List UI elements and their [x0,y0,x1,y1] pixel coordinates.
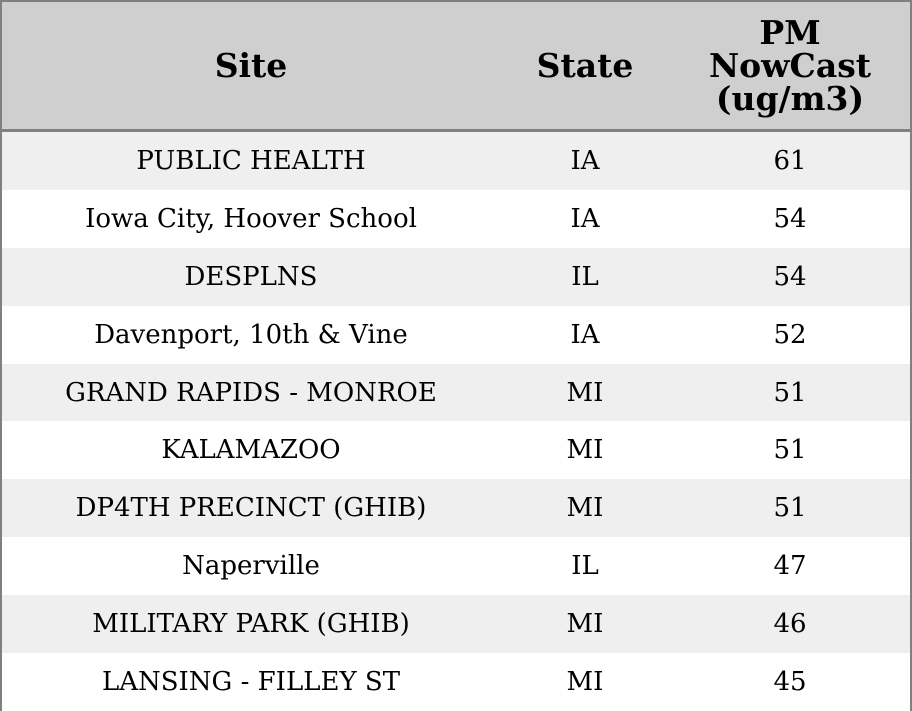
cell-state: MI [566,435,604,466]
cell-pm-nowcast: 51 [773,435,807,466]
cell-state: MI [566,609,604,640]
table-row [2,132,910,190]
cell-pm-nowcast: 54 [773,261,807,292]
cell-state: IL [571,261,599,292]
table-body [2,132,910,711]
table-row [2,248,910,306]
cell-state: MI [566,493,604,524]
table-row [2,190,910,248]
table-row [2,595,910,653]
cell-pm-nowcast: 47 [773,551,807,582]
column-header-pm-nowcast [670,2,910,129]
column-header-pm-line-1: PM [759,13,821,52]
cell-state: IA [570,203,600,234]
cell-pm-nowcast: 54 [773,203,807,234]
column-header-site [2,2,500,129]
column-header-pm-line-2: NowCast [708,46,872,85]
cell-site: Iowa City, Hoover School [85,203,417,234]
cell-pm-nowcast: 51 [773,493,807,524]
cell-state: IA [570,145,600,176]
table-row [2,537,910,595]
column-header-site-line: Site [214,46,288,85]
cell-pm-nowcast: 61 [773,145,807,176]
table-row [2,421,910,479]
cell-state: MI [566,666,604,697]
cell-site: MILITARY PARK (GHIB) [92,609,410,640]
cell-pm-nowcast: 46 [773,609,807,640]
column-header-pm-lines [708,13,872,118]
cell-site: DESPLNS [184,261,318,292]
cell-site: DP4TH PRECINCT (GHIB) [75,493,427,524]
cell-site: Davenport, 10th & Vine [94,319,408,350]
column-header-state [500,2,670,129]
column-header-pm-line-3: (ug/m3) [715,79,865,118]
table-row [2,306,910,364]
cell-site: LANSING - FILLEY ST [101,666,401,697]
table-row [2,479,910,537]
cell-pm-nowcast: 45 [773,666,807,697]
table-header-row [2,2,910,132]
column-header-state-lines [536,46,634,85]
table-row [2,653,910,711]
table-row [2,364,910,422]
cell-site: PUBLIC HEALTH [136,145,366,176]
cell-site: Naperville [182,551,320,582]
cell-state: MI [566,377,604,408]
cell-site: GRAND RAPIDS - MONROE [65,377,437,408]
cell-pm-nowcast: 51 [773,377,807,408]
cell-site: KALAMAZOO [161,435,341,466]
column-header-state-line: State [536,46,634,85]
column-header-site-lines [214,46,288,85]
cell-state: IL [571,551,599,582]
cell-state: IA [570,319,600,350]
cell-pm-nowcast: 52 [773,319,807,350]
